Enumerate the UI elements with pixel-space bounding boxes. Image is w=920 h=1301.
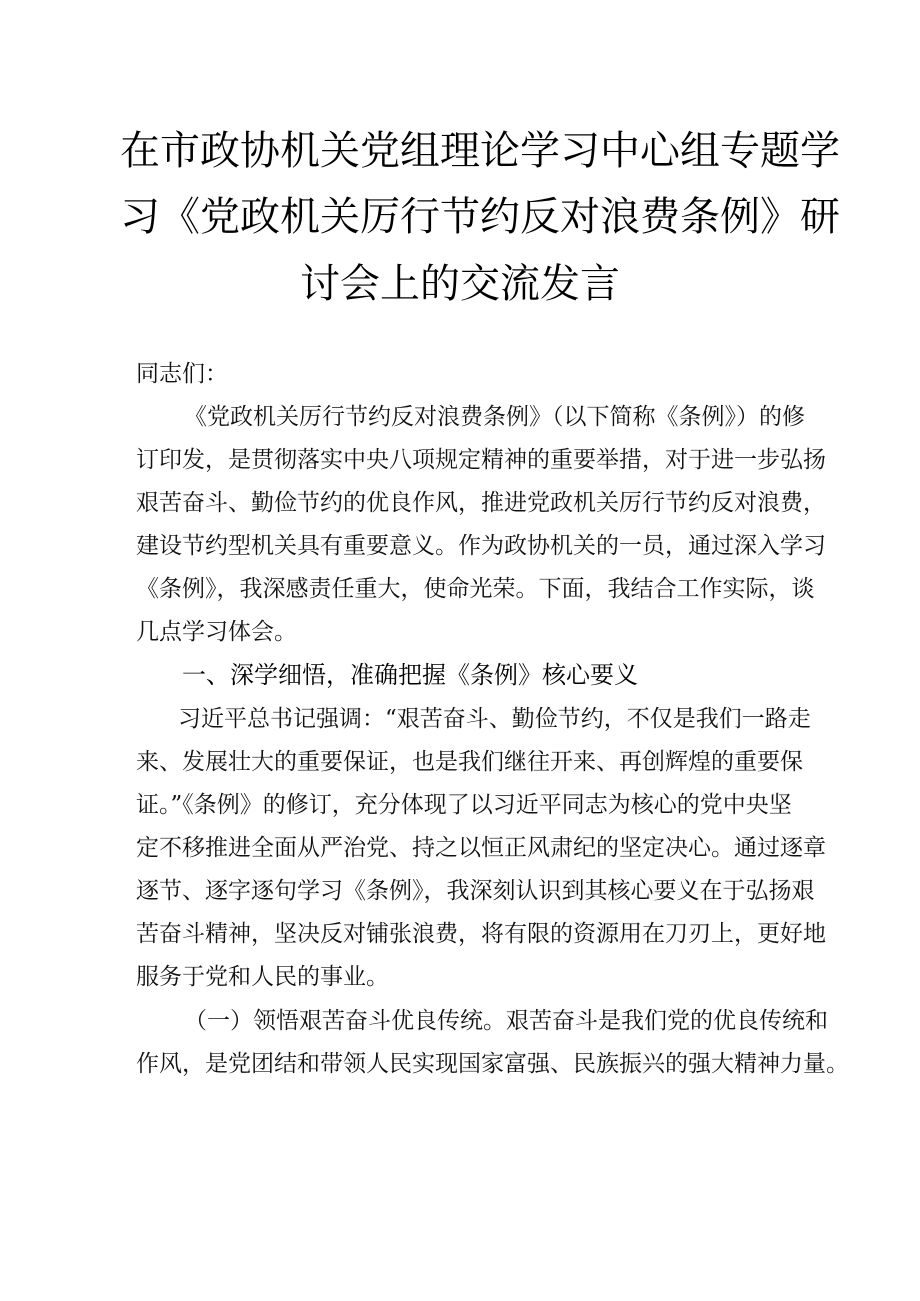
paragraph-line: 《条例》，我深感责任重大，使命光荣。下面，我结合工作实际，谈	[136, 576, 815, 602]
paragraph-line: （一）领悟艰苦奋斗优良传统。艰苦奋斗是我们党的优良传统和	[184, 1008, 828, 1034]
paragraph-line: 定不移推进全面从严治党、持之以恒正风肃纪的坚定决心。通过逐章	[136, 835, 826, 861]
salutation: 同志们：	[136, 361, 228, 387]
paragraph-line: 建设节约型机关具有重要意义。作为政协机关的一员，通过深入学习	[136, 533, 826, 559]
title-line-2: 习《党政机关厉行节约反对浪费条例》研	[120, 194, 840, 240]
paragraph-line: 证。”《条例》的修订，充分体现了以习近平同志为核心的党中央坚	[136, 792, 792, 818]
section-heading: 一、深学细悟，准确把握《条例》核心要义	[182, 661, 638, 689]
title-line-3: 讨会上的交流发言	[300, 261, 620, 307]
paragraph-line: 几点学习体会。	[136, 619, 297, 645]
paragraph-line: 订印发，是贯彻落实中央八项规定精神的重要举措，对于进一步弘扬	[136, 447, 826, 473]
paragraph-line: 习近平总书记强调：“艰苦奋斗、勤俭节约，不仅是我们一路走	[178, 706, 811, 732]
paragraph-line: 服务于党和人民的事业。	[136, 964, 389, 990]
paragraph-line: 艰苦奋斗、勤俭节约的优良作风，推进党政机关厉行节约反对浪费，	[136, 490, 826, 516]
paragraph-line: 《党政机关厉行节约反对浪费条例》（以下简称《条例》）的修	[184, 404, 805, 430]
paragraph-line: 逐节、逐字逐句学习《条例》，我深刻认识到其核心要义在于弘扬艰	[136, 878, 815, 904]
paragraph-line: 作风，是党团结和带领人民实现国家富强、民族振兴的强大精神力量。	[136, 1051, 849, 1077]
paragraph-line: 苦奋斗精神，坚决反对铺张浪费，将有限的资源用在刀刃上，更好地	[136, 921, 826, 947]
title-line-1: 在市政协机关党组理论学习中心组专题学	[120, 128, 840, 174]
paragraph-line: 来、发展壮大的重要保证，也是我们继往开来、再创辉煌的重要保	[136, 749, 803, 775]
